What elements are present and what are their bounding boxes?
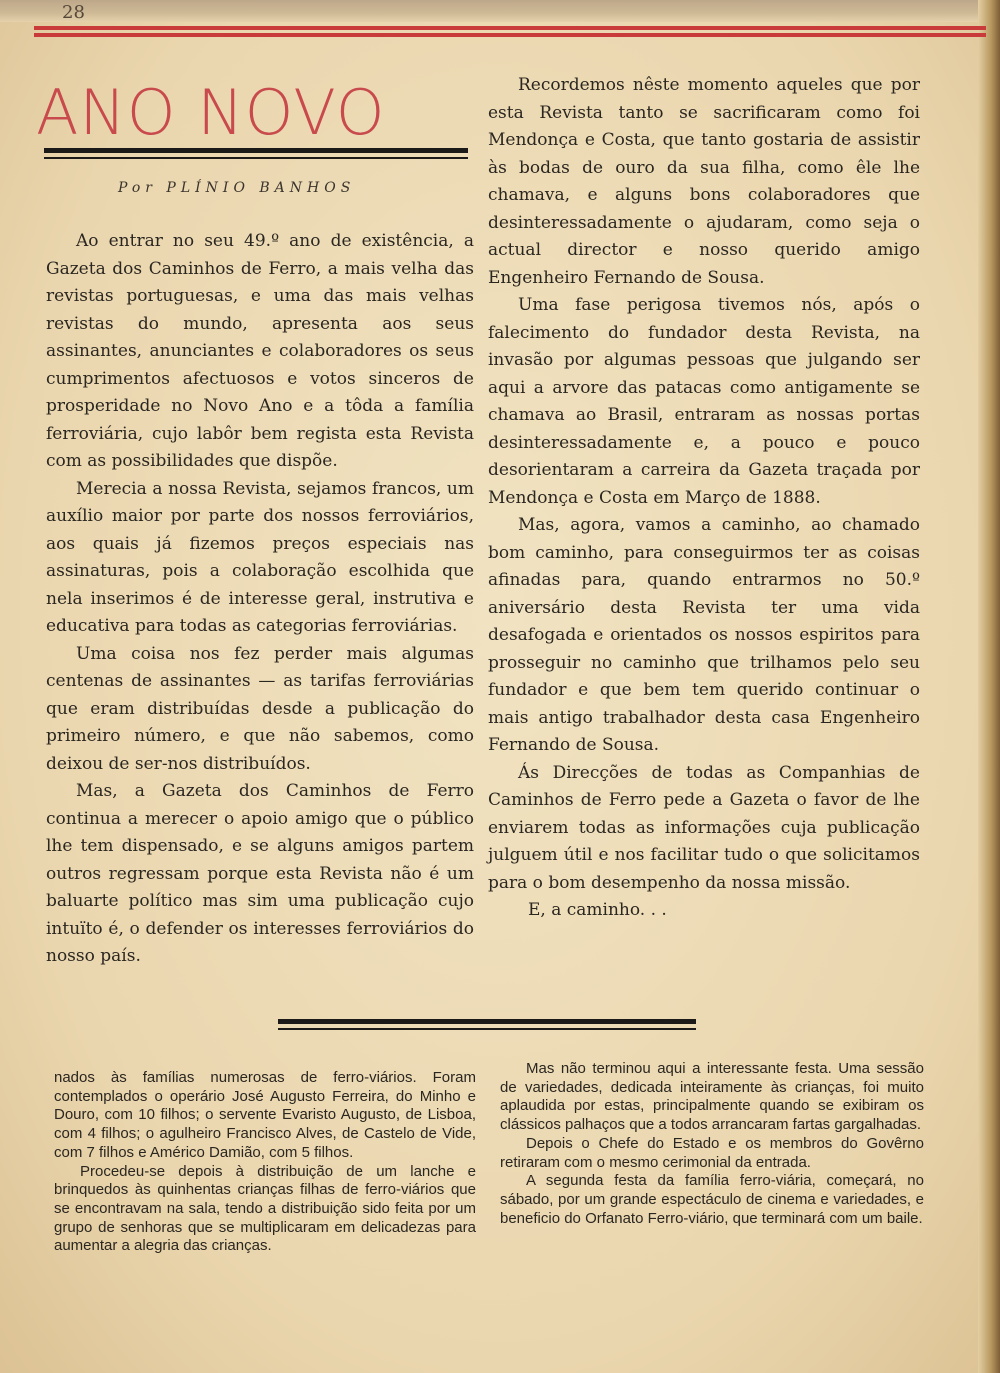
paragraph: Depois o Chefe do Estado e os membros do Govêrno retiraram com o mesmo cerimonial da entrada. — [500, 1134, 924, 1171]
title-rule-thick — [44, 148, 468, 153]
paragraph: Recordemos nêste momento aqueles que por esta Revista tanto se sacrificaram como foi Mendonça e Costa, que tanto gostaria de assistir às bodas de ouro da sua filha, como êle lhe chamava, e alguns bons colaboradores que desinteressadamente o ajudaram, como seja o actual director e nosso querido amigo Engenheiro Fernando de Sousa. — [488, 75, 920, 288]
paragraph: Uma fase perigosa tivemos nós, após o falecimento do fundador desta Revista, na invasão por algumas pessoas que julgando ser aqui a arvore das patacas como antigamente se chamava ao Brasil, entraram as nossas portas desinteressadamente e, a pouco e pouco desorientaram a carreira da Gazeta traçada por Mendonça e Costa em Março de 1888. — [488, 295, 920, 508]
title-rule-thin — [44, 157, 468, 159]
paragraph: Procedeu-se depois à distribuição de um lanche e brinquedos às quinhentas crianças filhas de ferro-viários que se encontravam na sala, tendo a distribuição sido feita por um grupo de senhoras que se multiplicaram em delicadezas para aumentar a alegria das crianças. — [54, 1162, 476, 1255]
closing-line: E, a caminho. . . — [528, 900, 667, 920]
continuation-left-column — [54, 1069, 476, 1256]
paragraph: nados às famílias numerosas de ferro-viários. Foram contemplados o operário José Augusto Ferreira, do Minho e Douro, com 10 filhos; o servente Evaristo Augusto, de Lisboa, com 4 filhos; o agulheiro Francisco Alves, de Castelo de Vide, com 7 filhos e Américo Damião, com 5 filhos. — [54, 1069, 476, 1161]
paragraph: Ás Direcções de todas as Companhias de Caminhos de Ferro pede a Gazeta o favor de lhe enviarem todas as informações cuja publicação julguem útil e nos facilitar tudo o que solicitamos para o bom desempenho da nossa missão. — [488, 762, 920, 893]
top-torn-strip — [0, 0, 1000, 22]
page-number: 28 — [62, 2, 85, 23]
paragraph: Merecia a nossa Revista, sejamos francos, um auxílio maior por parte dos nossos ferroviários, aos quais já fizemos preços especiais nas assinaturas, pois a colaboração escolhida que nela inserimos é de interesse geral, instrutiva e educativa para todas as categorias ferroviárias. — [46, 478, 474, 636]
paragraph: Uma coisa nos fez perder mais algumas centenas de assinantes — as tarifas ferroviárias que eram distribuídas desde a publicação do primeiro número, e que não sabemos, como deixou de ser-nos distribuídos. — [46, 643, 474, 774]
paragraph: A segunda festa da família ferro-viária, começará, no sábado, por um grande espectáculo de cinema e variedades, e beneficio do Orfanato Ferro-viário, que terminará com um baile. — [500, 1172, 924, 1227]
article-right-column — [488, 72, 920, 925]
byline: Por PLÍNIO BANHOS — [118, 180, 356, 196]
header-double-rule — [34, 26, 986, 38]
section-rule-thin — [278, 1028, 696, 1030]
section-rule-thick — [278, 1019, 696, 1024]
article-left-column — [46, 228, 474, 971]
paragraph: Mas não terminou aqui a interessante festa. Uma sessão de variedades, dedicada inteiramente às crianças, foi muito aplaudida por estas, principalmente quando se exibiram os clássicos palhaços que a todos arrancaram fartas gargalhadas. — [500, 1060, 924, 1134]
binding-edge — [978, 0, 1000, 1373]
paragraph: Mas, agora, vamos a caminho, ao chamado bom caminho, para conseguirmos ter as coisas afinadas para, quando entrarmos no 50.º aniversário desta Revista ter uma vida desafogada e orientados os nossos espiritos para prosseguir no caminho que trilhamos pelo seu fundador e que bem tem querido continuar o mais antigo trabalhador desta casa Engenheiro Fernando de Sousa. — [488, 515, 920, 755]
paragraph: Ao entrar no seu 49.º ano de existência, a Gazeta dos Caminhos de Ferro, a mais velha das revistas portuguesas, e uma das mais velhas revistas do mundo, apresenta aos seus assinantes, anunciantes e colaboradores os seus cumprimentos afectuosos e votos sinceros de prosperidade no Novo Ano e a tôda a família ferroviária, cujo labôr bem regista esta Revista com as possibilidades que dispõe. — [46, 231, 474, 471]
continuation-right-column — [500, 1060, 924, 1228]
paragraph: Mas, a Gazeta dos Caminhos de Ferro continua a merecer o apoio amigo que o público lhe tem dispensado, e se alguns amigos partem outros regressam porque esta Revista não é um baluarte político mas sim uma publicação cujo intuïto é, o defender os interesses ferroviários do nosso país. — [46, 781, 474, 966]
article-title: ANO NOVO — [36, 78, 386, 148]
